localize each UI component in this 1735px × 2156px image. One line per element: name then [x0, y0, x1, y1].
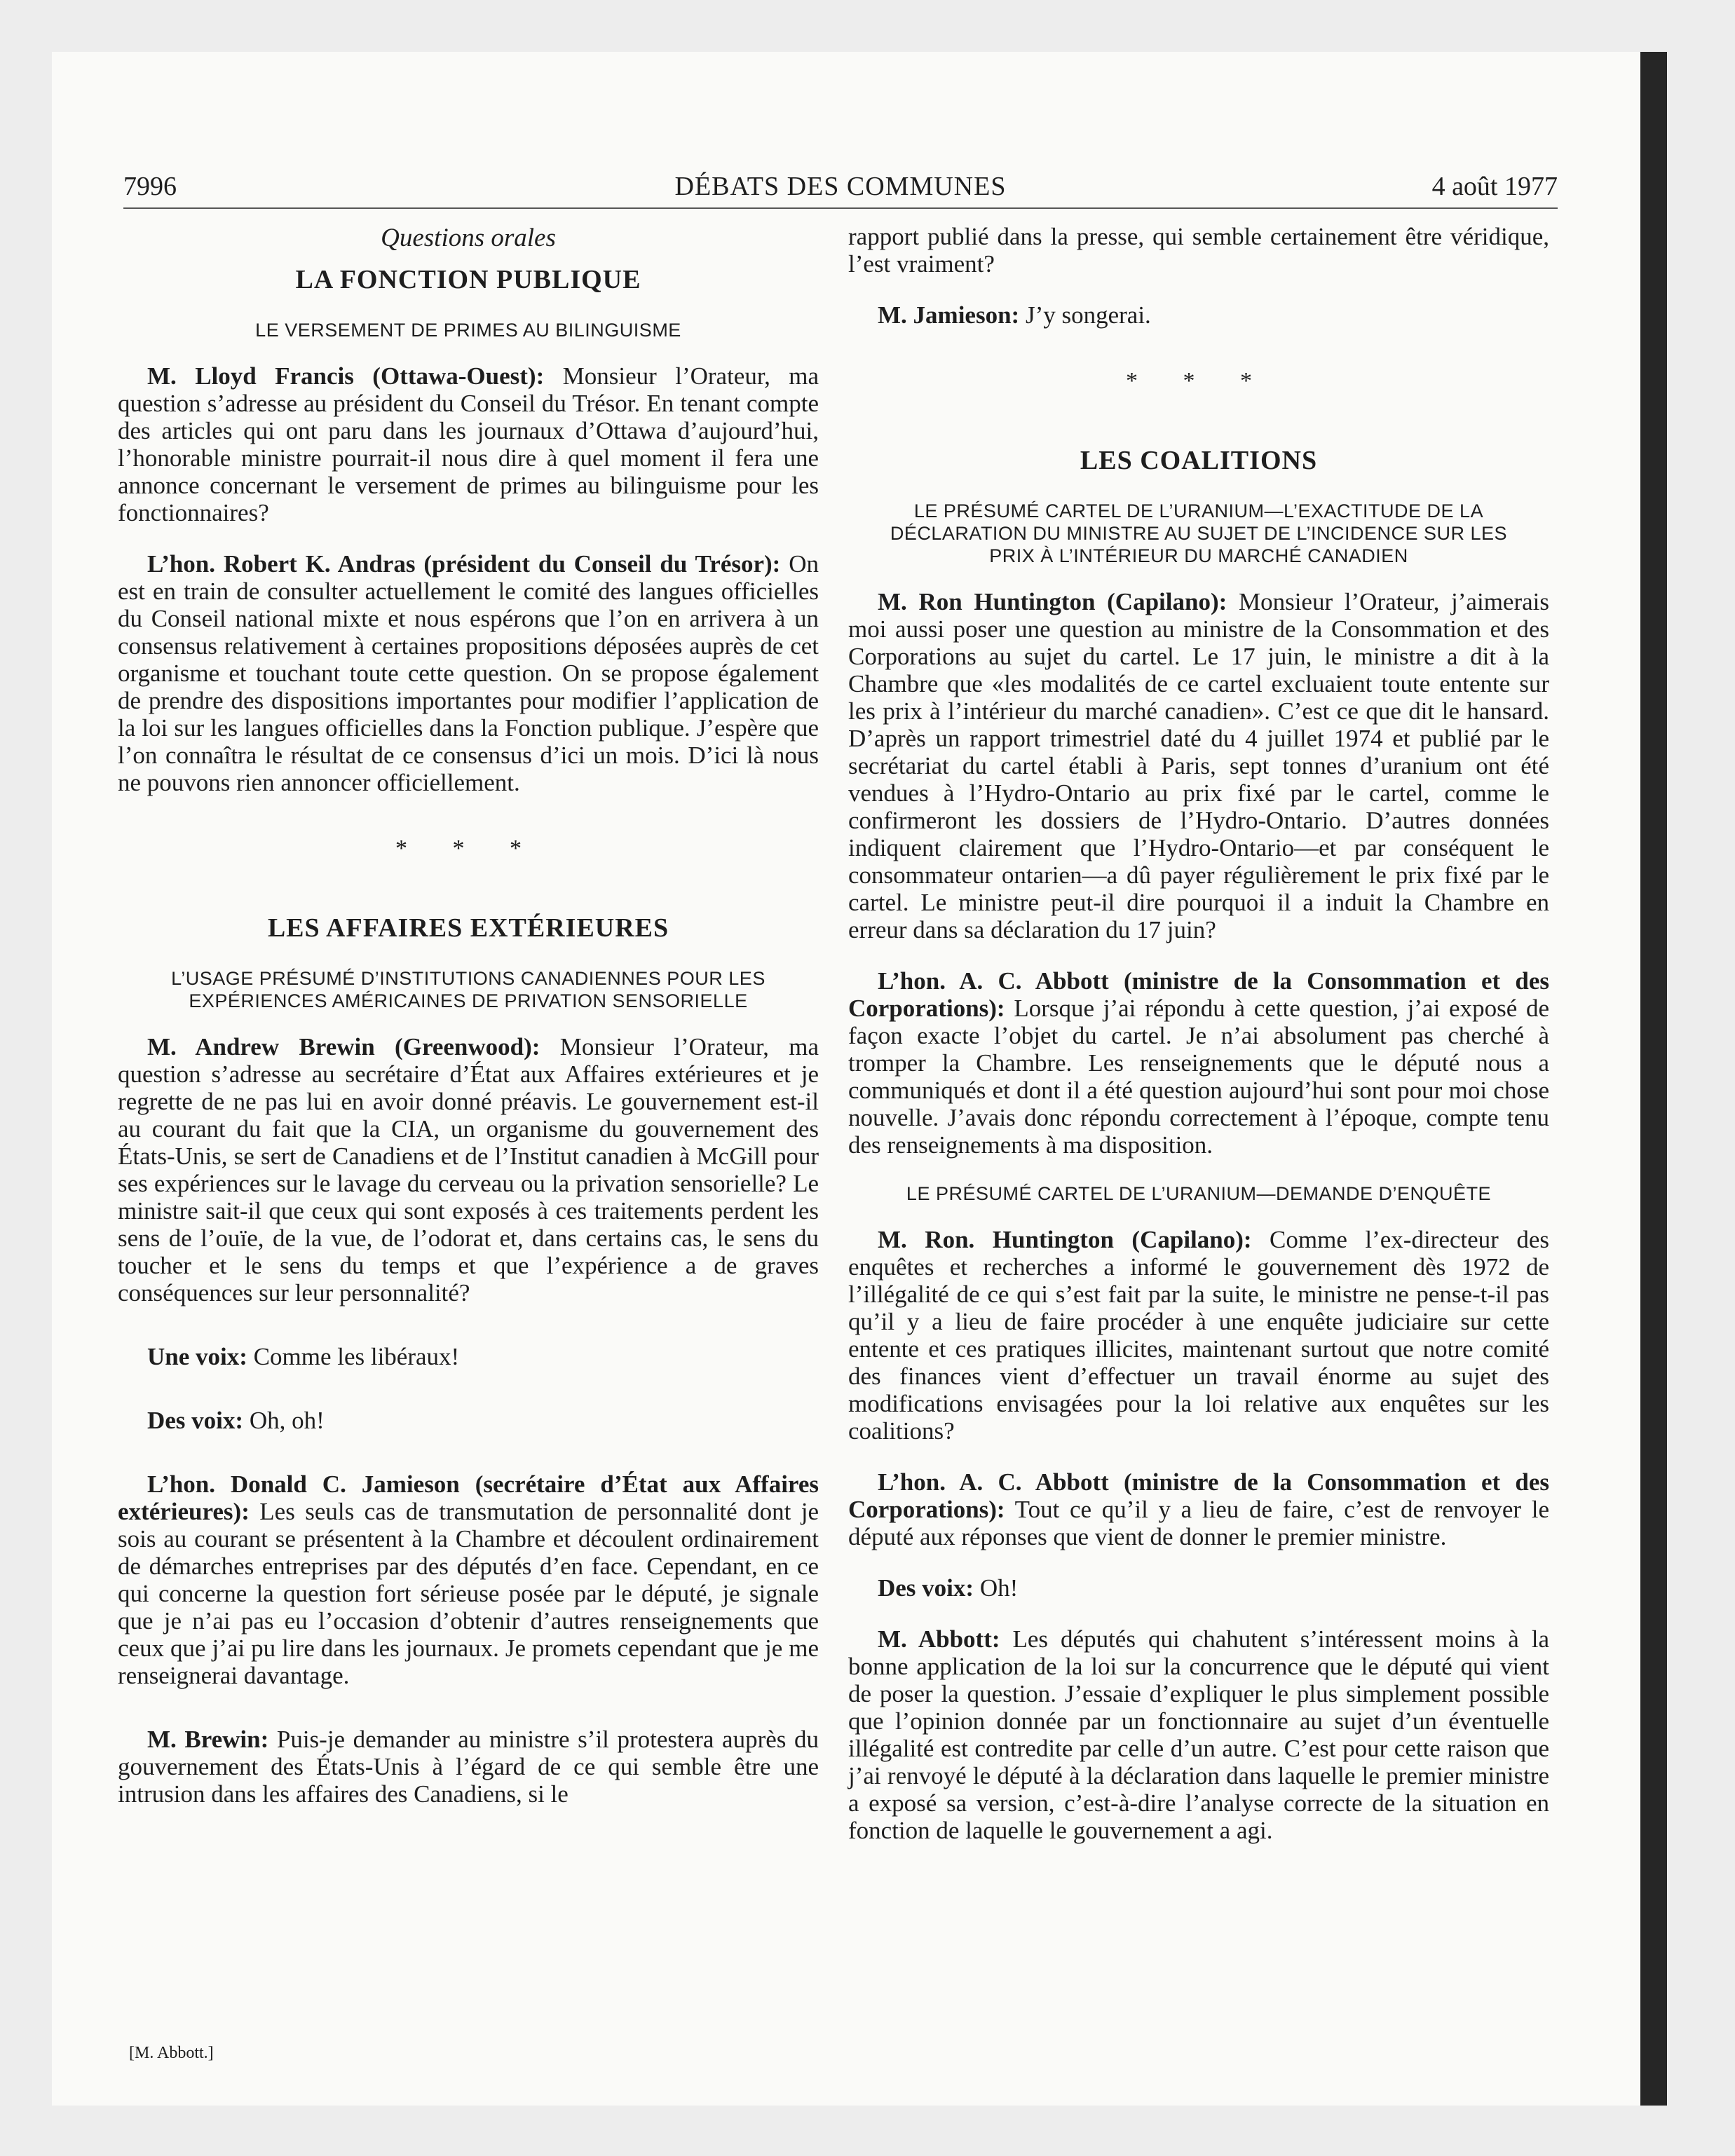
- speaker-name: L’hon. A. C. Abbott (ministre de la Consommation et des Corporations):: [848, 967, 1549, 1022]
- speech-text: J’y songerai.: [1019, 301, 1151, 329]
- section-rubric: Questions orales: [381, 224, 556, 252]
- speaker-name: L’hon. Donald C. Jamieson (secrétaire d’État aux Affaires extérieures):: [118, 1471, 819, 1525]
- interjection: [118, 1343, 819, 1370]
- section-separator: * * *: [1126, 368, 1272, 394]
- speech-paragraph: [848, 1468, 1549, 1550]
- speaker-name: M. Brewin:: [147, 1726, 269, 1753]
- speaker-name: M. Ron Huntington (Capilano):: [878, 588, 1227, 615]
- speech-text: Tout ce qu’il y a lieu de faire, c’est de renvoyer le député aux réponses que vient de donner le premier ministre.: [848, 1496, 1549, 1550]
- interjection: [848, 1574, 1549, 1602]
- section-subheading: LE PRÉSUMÉ CARTEL DE L’URANIUM—DEMANDE D’ENQUÊTE: [906, 1183, 1492, 1204]
- speech-paragraph: [848, 1625, 1549, 1844]
- speech-paragraph: [118, 550, 819, 796]
- speech-paragraph: [848, 967, 1549, 1159]
- speaker-name: M. Lloyd Francis (Ottawa-Ouest):: [147, 362, 545, 390]
- speaker-name: M. Jamieson:: [878, 301, 1020, 329]
- speech-paragraph: [848, 1226, 1549, 1445]
- speech-paragraph: [118, 1033, 819, 1306]
- header-rule: [123, 207, 1558, 209]
- speech-continuation: rapport publié dans la presse, qui semble certainement être véridique, l’est vraiment?: [848, 223, 1549, 278]
- section-subheading: LE VERSEMENT DE PRIMES AU BILINGUISME: [255, 320, 681, 341]
- speech-text: Oh, oh!: [243, 1407, 325, 1434]
- speech-text: Comme les libéraux!: [247, 1343, 460, 1370]
- speech-text: Puis-je demander au ministre s’il protestera auprès du gouvernement des États-Unis à l’égard de ce qui semble être une intrusion dans les affaires des Canadiens, si le: [118, 1726, 819, 1808]
- page-number: 7996: [123, 172, 177, 201]
- speech-paragraph: [118, 1471, 819, 1689]
- speech-text: On est en train de consulter actuellement le comité des langues officielles du Conseil national mixte et nous espérons que l’on en arrivera à un consensus relativement à certaines propositions déposées auprès de cet organisme et touchant toute cette question. On se propose également de prendre des dispositions importantes pour modifier l’application de la loi sur les langues officielles dans la Fonction publique. J’espère que l’on connaîtra le résultat de ce consensus d’ici un mois. D’ici là nous ne pouvons rien annoncer officiellement.: [118, 550, 819, 796]
- speech-text: Les députés qui chahutent s’intéressent moins à la bonne application de la loi sur la concurrence que le député qui vient de poser la question. J’essaie d’expliquer le plus simplement possible que l’opinion donnée par un fonctionnaire au sujet d’un éventuelle illégalité est contredite par celle d’un autre. C’est pour cette raison que j’ai renvoyé le député à la déclaration dans laquelle le premier ministre a exposé sa version, c’est-à-dire l’analyse correcte de la situation en fonction de laquelle le gouvernement a agi.: [848, 1625, 1549, 1844]
- publication-title: DÉBATS DES COMMUNES: [674, 172, 1007, 201]
- speech-text: Monsieur l’Orateur, j’aimerais moi aussi poser une question au ministre de la Consommation et des Corporations au sujet du cartel. Le 17 juin, le ministre a dit à la Chambre que «les modalités de ce cartel excluaient toute entente sur les prix à l’intérieur du marché canadien». C’est ce que dit le hansard. D’après un rapport trimestriel daté du 4 juillet 1974 et publié par le secrétariat du cartel établi à Paris, sept tonnes d’uranium ont été vendues à l’Hydro-Ontario au prix fixé par le cartel, comme le confirmeront les dossiers de l’Hydro-Ontario. D’autres données indiquent clairement que l’Hydro-Ontario—et par conséquent le consommateur ontarien—a dû payer régulièrement le prix fixé par le cartel. Le ministre peut-il dire pourquoi il a induit la Chambre en erreur dans sa déclaration du 17 juin?: [848, 588, 1549, 943]
- speech-text: Monsieur l’Orateur, ma question s’adresse au secrétaire d’État aux Affaires extérieures et je regrette de ne pas lui en avoir donné préavis. Le gouvernement est-il au courant du fait que la CIA, un organisme du gouvernement des États-Unis, se sert de Canadiens et de l’Institut canadien à McGill pour ses expériences sur le lavage du cerveau ou la privation sensorielle? Le ministre sait-il que ceux qui sont exposés à ces traitements perdent les sens de l’ouïe, de la vue, de l’odorat et, dans certains cas, le sens du toucher et le sens du temps et que l’expérience a de graves conséquences sur leur personnalité?: [118, 1033, 819, 1306]
- section-subheading: L’USAGE PRÉSUMÉ D’INSTITUTIONS CANADIENNES POUR LES EXPÉRIENCES AMÉRICAINES DE PRIVATION SENSORIELLE: [171, 968, 766, 1011]
- footnote: [M. Abbott.]: [129, 2044, 214, 2062]
- speaker-name: Des voix:: [147, 1407, 244, 1434]
- right-column: [848, 223, 1549, 1868]
- section-separator: * * *: [395, 835, 541, 861]
- speech-paragraph: [848, 301, 1549, 329]
- page-date: 4 août 1977: [1431, 172, 1558, 201]
- section-heading: LES COALITIONS: [1080, 446, 1318, 475]
- speaker-name: L’hon. Robert K. Andras (président du Conseil du Trésor):: [147, 550, 781, 578]
- speech-paragraph: [118, 362, 819, 526]
- left-column: [118, 223, 819, 1831]
- interjection: [118, 1407, 819, 1434]
- speech-text: Les seuls cas de transmutation de personnalité dont je sois au courant se présentent à la Chambre et découlent ordinairement de démarches entreprises par des députés d’en face. Cependant, en ce qui concerne la question fort sérieuse posée par le député, je signale que je n’ai pas eu l’occasion d’obtenir d’autres renseignements que ceux que j’ai pu lire dans les journaux. Je promets cependant que je me renseignerai davantage.: [118, 1498, 819, 1689]
- section-heading: LES AFFAIRES EXTÉRIEURES: [267, 913, 669, 943]
- speaker-name: Des voix:: [878, 1574, 974, 1602]
- speaker-name: Une voix:: [147, 1343, 247, 1370]
- speaker-name: M. Ron. Huntington (Capilano):: [878, 1226, 1252, 1253]
- speaker-name: M. Abbott:: [878, 1625, 1000, 1653]
- speaker-name: L’hon. A. C. Abbott (ministre de la Consommation et des Corporations):: [848, 1468, 1549, 1523]
- speech-paragraph: [118, 1726, 819, 1808]
- section-subheading: LE PRÉSUMÉ CARTEL DE L’URANIUM—L’EXACTITUDE DE LA DÉCLARATION DU MINISTRE AU SUJET DE L’INCIDENCE SUR LES PRIX À L’INTÉRIEUR DU MARCHÉ CANADIEN: [890, 500, 1508, 566]
- speech-text: Oh!: [974, 1574, 1019, 1602]
- speech-paragraph: [848, 588, 1549, 943]
- speech-text: Monsieur l’Orateur, ma question s’adresse au président du Conseil du Trésor. En tenant compte des articles qui ont paru dans les journaux d’Ottawa d’aujourd’hui, l’honorable ministre pourrait-il nous dire à quel moment il fera une annonce concernant le versement de primes au bilinguisme pour les fonctionnaires?: [118, 362, 819, 526]
- section-heading: LA FONCTION PUBLIQUE: [295, 265, 641, 294]
- scan-edge-shadow: [1640, 52, 1667, 2106]
- speech-text: Lorsque j’ai répondu à cette question, j’ai exposé de façon exacte l’objet du cartel. Je n’ai absolument pas cherché à tromper la Chambre. Les renseignements que le député nous a communiqués et dont il a été question aujourd’hui sont pour moi chose nouvelle. J’avais donc répondu correctement à l’époque, compte tenu des renseignements à ma disposition.: [848, 995, 1549, 1159]
- speech-text: Comme l’ex-directeur des enquêtes et recherches a informé le gouvernement dès 1972 de l’illégalité de ce qui s’est fait par la suite, le ministre ne pense-t-il pas qu’il y a lieu de faire procéder à une enquête judiciaire sur cette entente et ces pratiques illicites, maintenant surtout que notre comité des finances vient d’effectuer un travail énorme au sujet des modifications envisagées pour la loi relative aux enquêtes sur les coalitions?: [848, 1226, 1549, 1445]
- speaker-name: M. Andrew Brewin (Greenwood):: [147, 1033, 540, 1060]
- page-header: [123, 171, 1558, 207]
